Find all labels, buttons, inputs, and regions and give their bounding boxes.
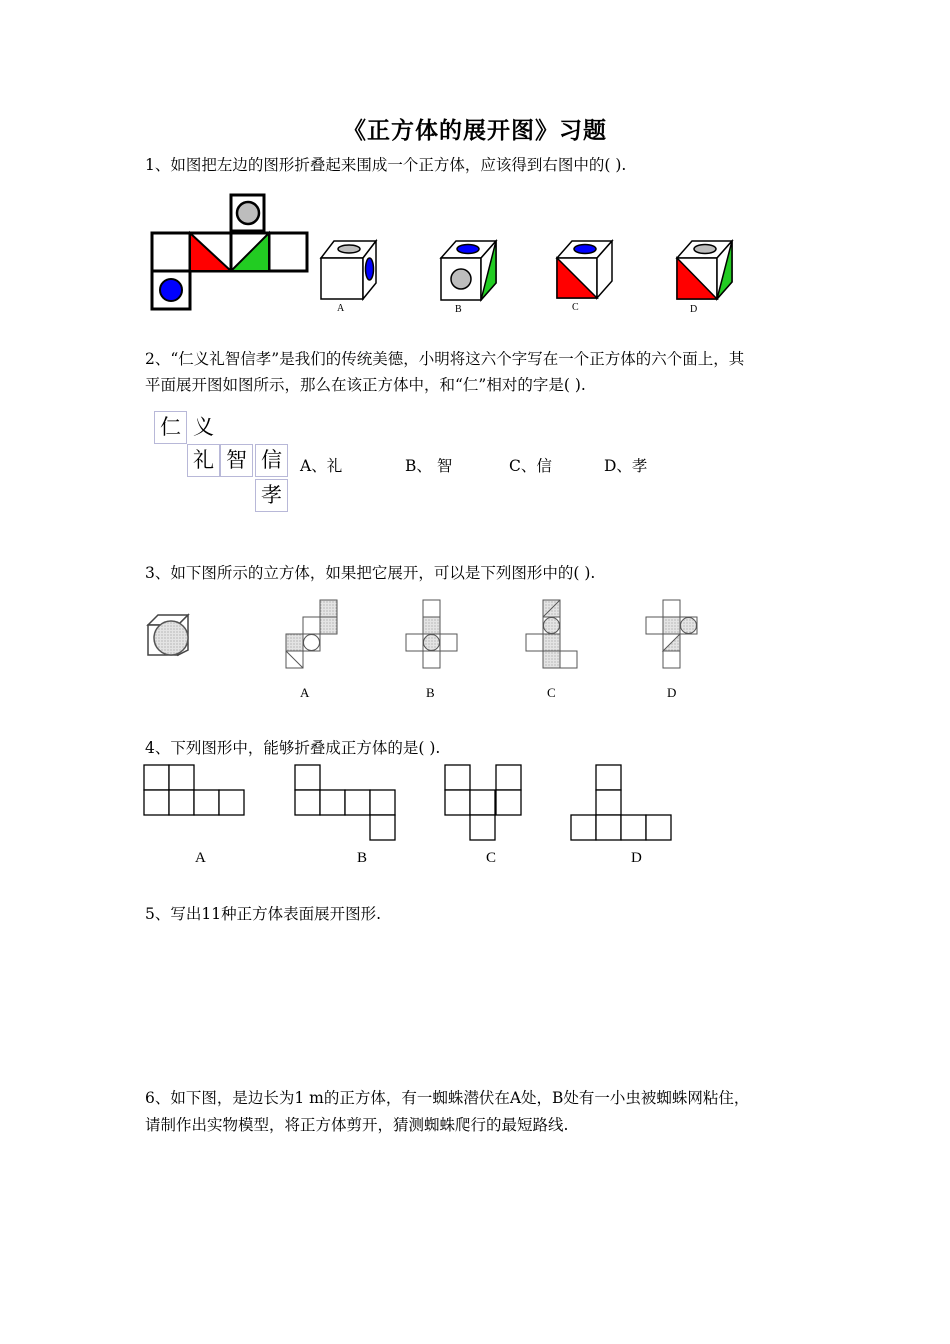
q1-option-c-label: C	[572, 302, 579, 313]
question-1-text: 1、如图把左边的图形折叠起来围成一个正方体，应该得到右图中的( ).	[145, 156, 627, 174]
cube-option-a	[321, 241, 376, 299]
net-cell-li: 礼	[187, 444, 220, 477]
net-cell-xin: 信	[255, 444, 288, 477]
question-6-line-2: 请制作出实物模型，将正方体剪开，猜测蜘蛛爬行的最短路线.	[145, 1116, 569, 1134]
cube-option-b	[441, 241, 496, 300]
cube-net	[152, 195, 307, 309]
cube-option-c	[557, 241, 612, 298]
q2-option-b: B、 智	[405, 457, 453, 475]
net-option-d	[646, 600, 697, 668]
net-option-b	[295, 765, 395, 840]
net-option-c	[526, 600, 577, 668]
question-5-text: 5、写出11种正方体表面展开图形.	[145, 905, 382, 923]
net-option-a	[286, 600, 337, 668]
q4-option-d-label: D	[631, 850, 642, 866]
question-3-figure	[140, 595, 720, 690]
q1-option-a-label: A	[337, 303, 345, 314]
net-cell-ren: 仁	[154, 411, 187, 444]
net-option-a	[144, 765, 244, 815]
cube-option-d	[677, 241, 732, 299]
q2-option-c: C、信	[509, 457, 552, 475]
q2-option-a: A、礼	[300, 457, 343, 475]
q3-option-b-label: B	[426, 685, 435, 700]
q3-option-c-label: C	[547, 685, 556, 700]
q1-option-b-label: B	[455, 304, 462, 315]
q4-option-a-label: A	[195, 850, 206, 866]
net-option-b	[406, 600, 457, 668]
net-cell-xiao: 孝	[255, 479, 288, 512]
q3-option-a-label: A	[300, 685, 310, 700]
q3-option-d-label: D	[667, 685, 677, 700]
net-option-d	[571, 765, 671, 840]
question-4-text: 4、下列图形中，能够折叠成正方体的是( ).	[145, 739, 441, 757]
q1-option-d-label: D	[690, 304, 698, 315]
question-2-line-1: 2、“仁义礼智信孝”是我们的传统美德，小明将这六个字写在一个正方体的六个面上，其	[145, 350, 745, 368]
question-1-figure	[145, 188, 765, 320]
net-cell-yi: 义	[187, 411, 220, 444]
page-title: 《正方体的展开图》习题	[343, 117, 607, 144]
question-2-line-2: 平面展开图如图所示，那么在该正方体中，和“仁”相对的字是( ).	[145, 376, 586, 394]
question-3-text: 3、如下图所示的立方体，如果把它展开，可以是下列图形中的( ).	[145, 564, 596, 582]
net-cell-zhi: 智	[220, 444, 253, 477]
q4-option-b-label: B	[357, 850, 368, 866]
net-option-c	[445, 765, 521, 840]
question-6-line-1: 6、如下图，是边长为1 m的正方体，有一蜘蛛潜伏在A处，B处有一小虫被蜘蛛网粘住，	[145, 1089, 750, 1107]
q4-option-c-label: C	[486, 850, 497, 866]
q2-option-d: D、孝	[604, 457, 648, 475]
question-4-figure	[140, 762, 680, 847]
sample-cube	[148, 615, 188, 655]
